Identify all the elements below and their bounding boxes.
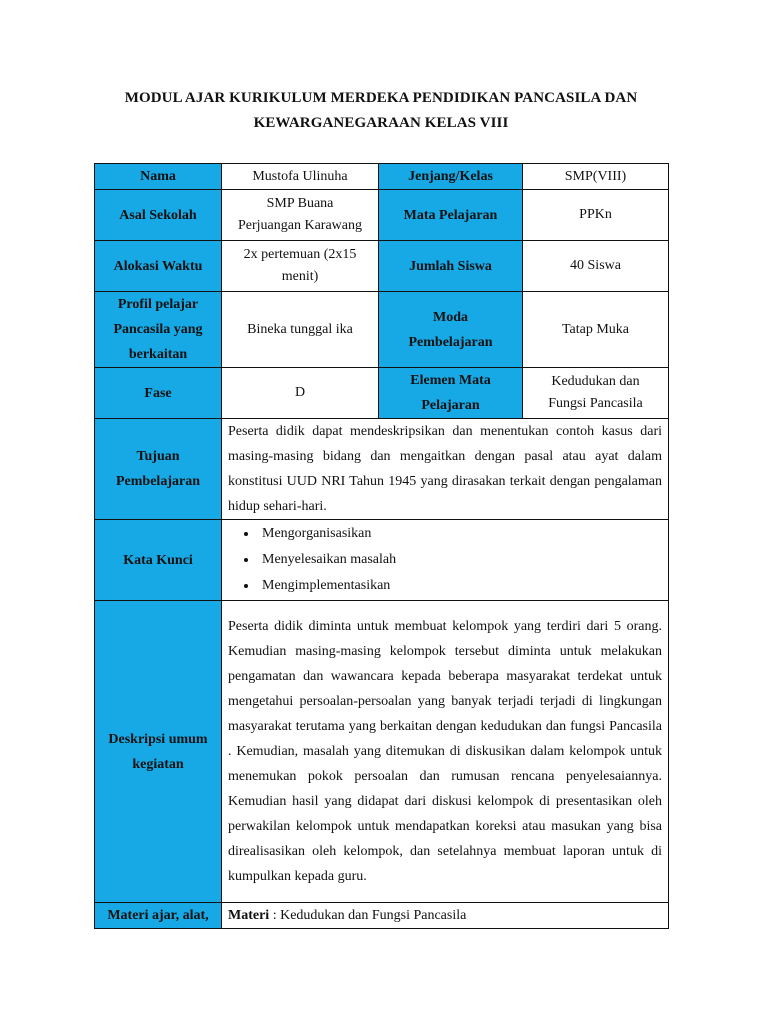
tujuan-label xyxy=(95,419,222,520)
materi-bold-label: Materi xyxy=(228,907,270,923)
kata-kunci-list xyxy=(228,521,662,599)
modul-table xyxy=(94,163,669,929)
mapel-value: PPKn xyxy=(523,190,669,241)
mapel-label: Mata Pelajaran xyxy=(379,190,523,241)
asal-value xyxy=(222,190,379,241)
row-fase xyxy=(95,368,669,419)
alokasi-value-line-2: menit) xyxy=(281,269,319,284)
jenjang-label: Jenjang/Kelas xyxy=(379,164,523,190)
alokasi-value-line-1: 2x pertemuan (2x15 xyxy=(243,247,357,262)
kata-kunci-item: • Mengimplementasikan xyxy=(258,573,662,599)
row-kata-kunci xyxy=(95,520,669,601)
deskripsi-value: Peserta didik diminta untuk membuat kelompok yang terdiri dari 5 orang. Kemudian masing-masing kelompok tersebut diminta untuk melakukan pengamatan dan wawancara kepada beberapa masyarakat terdekat untuk mengetahui persoalan-persoalan yang banyak terjadi terjadi di lingkungan masyarakat terutama yang berkaitan dengan kedudukan dan fungsi Pancasila . Kemudian, masalah yang ditemukan di diskusikan dalam kelompok untuk menemukan pokok persoalan dan rumusan rencana penyelesaiannya. Kemudian hasil yang didapat dari diskusi kelompok di presentasikan oleh perwakilan kelompok untuk mendapatkan koreksi atau masukan yang bisa direalisasikan oleh kelompok, dan setelahnya membuat laporan untuk di kumpulkan kepada guru. xyxy=(222,601,669,903)
fase-value: D xyxy=(222,368,379,419)
elemen-label-line-2: Pelajaran xyxy=(421,398,480,413)
deskripsi-label-line-1: Deskripsi umum xyxy=(108,731,208,747)
elemen-value-line-1: Kedudukan dan xyxy=(551,374,640,389)
row-asal xyxy=(95,190,669,241)
profil-label xyxy=(95,292,222,368)
asal-label: Asal Sekolah xyxy=(95,190,222,241)
elemen-label xyxy=(379,368,523,419)
elemen-value-line-2: Fungsi Pancasila xyxy=(548,396,643,411)
moda-label-line-1: Moda xyxy=(433,309,468,325)
jumlah-value: 40 Siswa xyxy=(523,241,669,292)
row-nama xyxy=(95,164,669,190)
row-alokasi xyxy=(95,241,669,292)
materi-label: Materi ajar, alat, xyxy=(95,903,222,929)
nama-value: Mustofa Ulinuha xyxy=(222,164,379,190)
profil-label-line-2: Pancasila yang xyxy=(113,322,203,337)
tujuan-label-line-2: Pembelajaran xyxy=(116,474,200,489)
alokasi-label: Alokasi Waktu xyxy=(95,241,222,292)
nama-label: Nama xyxy=(95,164,222,190)
asal-value-line-1: SMP Buana xyxy=(266,196,334,211)
tujuan-label-line-1: Tujuan xyxy=(136,449,180,464)
moda-value: Tatap Muka xyxy=(523,292,669,368)
title-line-1: MODUL AJAR KURIKULUM MERDEKA PENDIDIKAN PANCASILA DAN xyxy=(124,90,638,106)
kata-kunci-label: Kata Kunci xyxy=(95,520,222,601)
document-title xyxy=(94,86,668,136)
row-tujuan xyxy=(95,419,669,520)
profil-value: Bineka tunggal ika xyxy=(222,292,379,368)
tujuan-value: Peserta didik dapat mendeskripsikan dan menentukan contoh kasus dari masing-masing bidang dan mengaitkan dengan pasal atau ayat dalam konstitusi UUD NRI Tahun 1945 yang dirasakan terkait dengan pengalaman hidup sehari-hari. xyxy=(222,419,669,520)
kata-kunci-item: • Menyelesaikan masalah xyxy=(258,547,662,573)
materi-value: : Kedudukan dan Fungsi Pancasila xyxy=(269,907,467,923)
kata-kunci-cell xyxy=(222,520,669,601)
materi-cell xyxy=(222,903,669,929)
jumlah-label: Jumlah Siswa xyxy=(379,241,523,292)
title-line-2: KEWARGANEGARAAN KELAS VIII xyxy=(253,115,509,131)
kata-kunci-item: • Mengorganisasikan xyxy=(258,521,662,547)
moda-label-line-2: Pembelajaran xyxy=(408,334,493,350)
row-profil xyxy=(95,292,669,368)
fase-label: Fase xyxy=(95,368,222,419)
row-deskripsi xyxy=(95,601,669,903)
elemen-value xyxy=(523,368,669,419)
alokasi-value xyxy=(222,241,379,292)
asal-value-line-2: Perjuangan Karawang xyxy=(237,218,362,233)
profil-label-line-3: berkaitan xyxy=(128,347,188,362)
deskripsi-label xyxy=(95,601,222,903)
row-materi xyxy=(95,903,669,929)
elemen-label-line-1: Elemen Mata xyxy=(410,373,491,388)
moda-label xyxy=(379,292,523,368)
profil-label-line-1: Profil pelajar xyxy=(117,297,199,312)
deskripsi-label-line-2: kegiatan xyxy=(132,756,184,772)
jenjang-value: SMP(VIII) xyxy=(523,164,669,190)
